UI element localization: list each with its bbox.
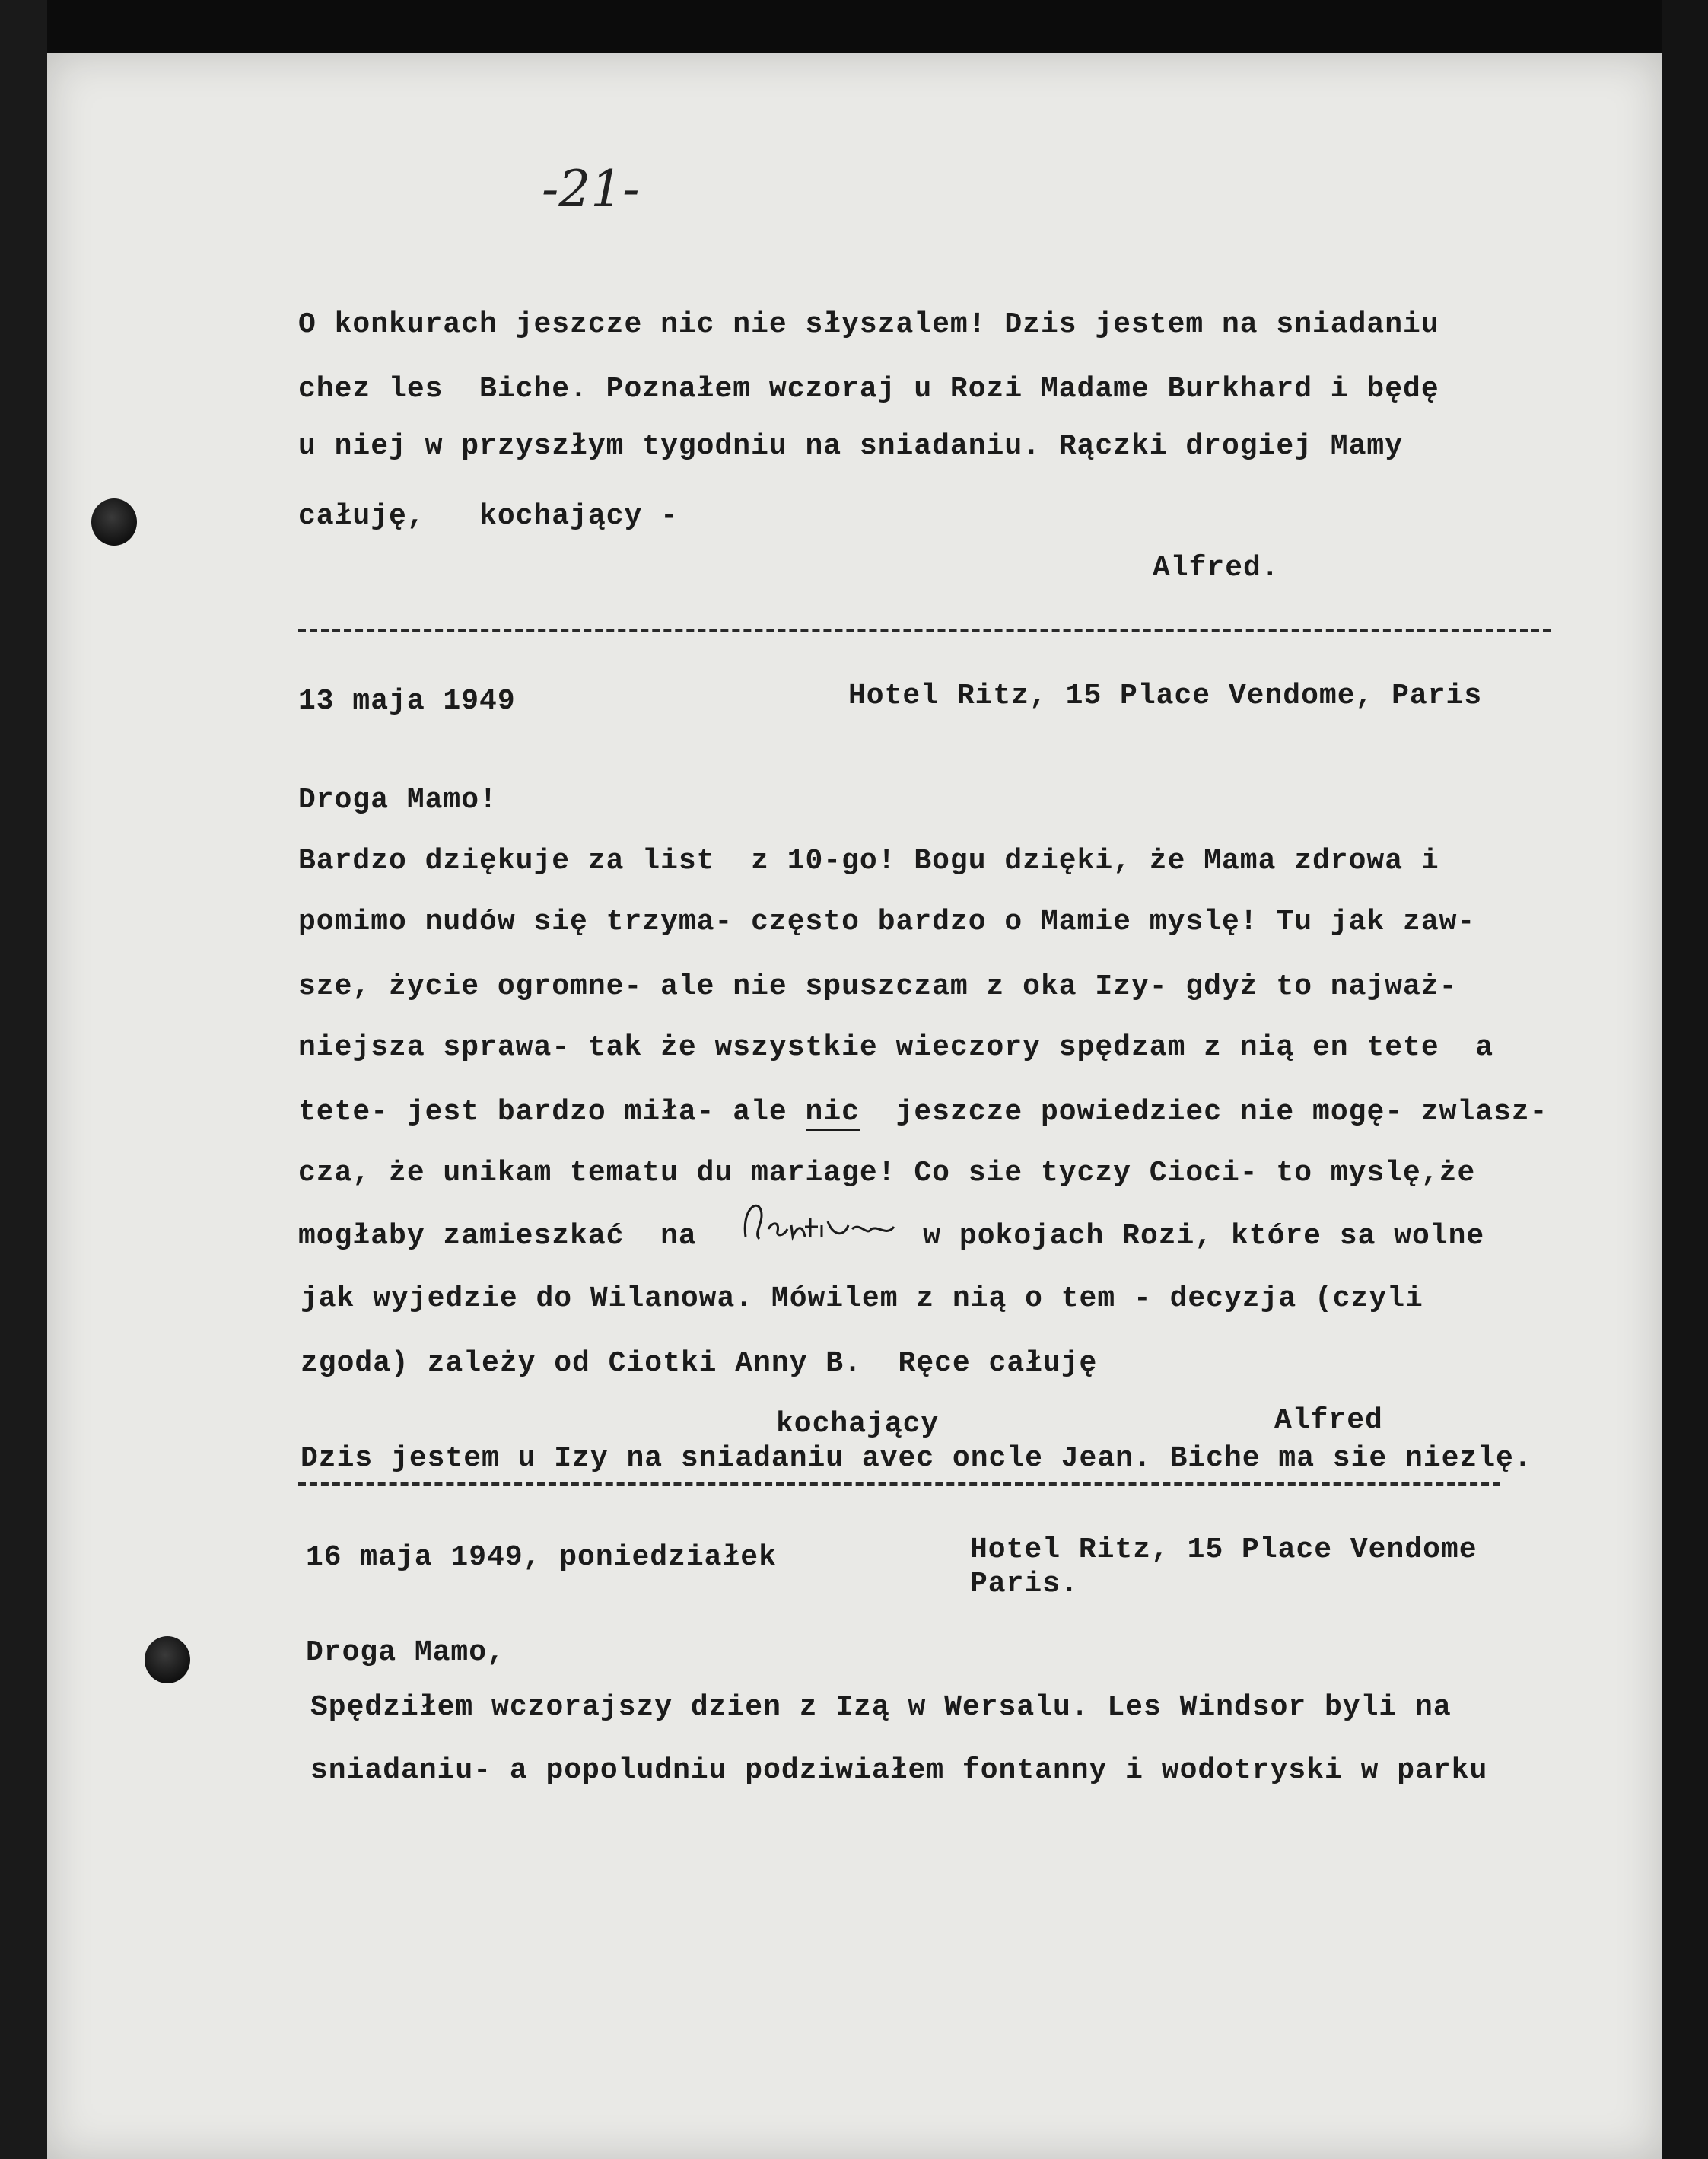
film-edge-right bbox=[1662, 0, 1708, 2159]
letter1-line: u niej w przyszłym tygodniu na sniadaniu. Rączki drogiej Mamy bbox=[298, 430, 1404, 463]
letter3-salutation: Droga Mamo, bbox=[306, 1636, 505, 1669]
letter2-line-start: tete- jest bardzo miła- ale bbox=[298, 1096, 806, 1129]
emphasis-word: nic bbox=[806, 1096, 860, 1131]
letter2-line: Bardzo dziękuje za list z 10-go! Bogu dzięki, że Mama zdrowa i bbox=[298, 845, 1439, 877]
letter2-postscript: Dzis jestem u Izy na sniadaniu avec oncle Jean. Biche ma sie niezlę. bbox=[301, 1442, 1532, 1475]
letter2-line: niejsza sprawa- tak że wszystkie wieczory spędzam z nią en tete a bbox=[298, 1031, 1494, 1064]
letter2-date: 13 maja 1949 bbox=[298, 685, 516, 718]
letter1-signature: Alfred. bbox=[1153, 552, 1280, 584]
page-number: -21- bbox=[542, 160, 640, 218]
letter3-address: Hotel Ritz, 15 Place Vendome bbox=[970, 1533, 1477, 1566]
letter2-line-end: w pokojach Rozi, które sa wolne bbox=[905, 1220, 1485, 1253]
letter1-line: całuję, kochający - bbox=[298, 500, 679, 533]
letter2-line: cza, że unikam tematu du mariage! Co sie tyczy Cioci- to myslę,że bbox=[298, 1157, 1476, 1189]
letter2-line-start: mogłaby zamieszkać na bbox=[298, 1220, 715, 1253]
letter2-line bbox=[298, 1096, 1547, 1129]
letter2-line-end: jeszcze powiedziec nie mogę- zwlasz- bbox=[859, 1096, 1548, 1129]
handwritten-word-icon bbox=[738, 1195, 921, 1248]
letter2-address: Hotel Ritz, 15 Place Vendome, Paris bbox=[848, 680, 1483, 712]
punch-hole-icon bbox=[145, 1636, 190, 1683]
film-edge-left bbox=[0, 0, 47, 2159]
separator-line bbox=[298, 1482, 1500, 1486]
separator-line bbox=[298, 629, 1551, 632]
letter3-date: 16 maja 1949, poniedziałek bbox=[306, 1541, 777, 1574]
letter2-signature: Alfred bbox=[1274, 1404, 1383, 1437]
letter2-salutation: Droga Mamo! bbox=[298, 784, 498, 817]
letter1-line: O konkurach jeszcze nic nie słyszalem! Dzis jestem na sniadaniu bbox=[298, 308, 1439, 341]
letter2-closing: kochający bbox=[776, 1408, 940, 1441]
letter3-address: Paris. bbox=[970, 1568, 1079, 1600]
letter2-line: jak wyjedzie do Wilanowa. Mówilem z nią o tem - decyzja (czyli bbox=[301, 1282, 1423, 1315]
letter1-line: chez les Biche. Poznałem wczoraj u Rozi Madame Burkhard i będę bbox=[298, 373, 1439, 406]
letter3-line: Spędziłem wczorajszy dzien z Izą w Wersalu. Les Windsor byli na bbox=[310, 1691, 1452, 1724]
film-edge-top bbox=[0, 0, 1708, 53]
letter3-line: sniadaniu- a popoludniu podziwiałem fontanny i wodotryski w parku bbox=[310, 1754, 1488, 1787]
punch-hole-icon bbox=[91, 498, 137, 546]
letter2-line: pomimo nudów się trzyma- często bardzo o Mamie myslę! Tu jak zaw- bbox=[298, 906, 1476, 938]
letter2-line: sze, życie ogromne- ale nie spuszczam z oka Izy- gdyż to najważ- bbox=[298, 970, 1458, 1003]
letter2-line: zgoda) zależy od Ciotki Anny B. Ręce całuję bbox=[301, 1347, 1098, 1380]
